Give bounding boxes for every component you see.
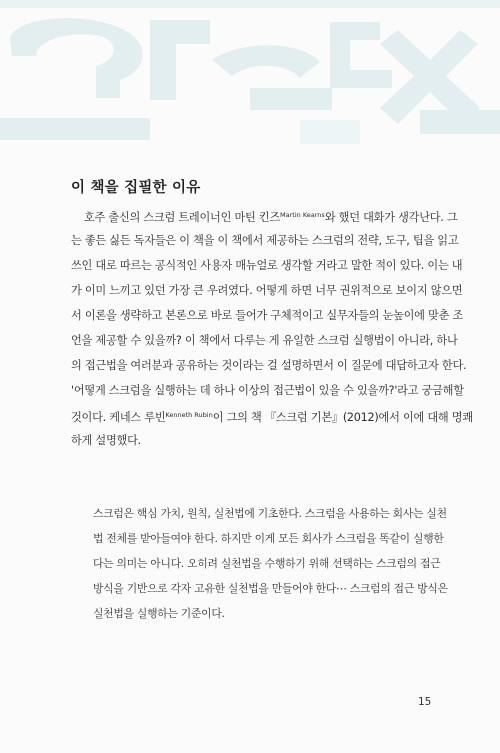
header-decoration xyxy=(0,0,500,150)
body-line xyxy=(71,203,458,228)
body-text-segment: 호주 출신의 스크럼 트레이너인 마틴 킨즈 xyxy=(84,211,281,224)
body-line: 는 좋든 싫든 독자들은 이 책을 이 책에서 제공하는 스크럼의 전략, 도구, 팁을 읽고 xyxy=(71,234,459,247)
original-name-note: Kenneth Rubin xyxy=(165,411,213,419)
quote-line: 법 전체를 받아들여야 한다. 하지만 이게 모든 회사가 스크럼을 똑같이 실행한 xyxy=(93,532,444,545)
body-line: '어떻게 스크럼을 실행하는 데 하나 이상의 접근법이 있을 수 있을까?'라고 궁금해할 xyxy=(71,384,464,397)
body-line: 언을 제공할 수 있을까? 이 책에서 다루는 게 유일한 스크럼 실행법이 아니라, 하나 xyxy=(71,334,458,347)
body-line xyxy=(71,403,473,428)
quote-line: 스크럼은 핵심 가치, 원칙, 실천법에 기초한다. 스크럼을 사용하는 회사는 실천 xyxy=(93,507,447,520)
body-line: 하게 설명했다. xyxy=(71,434,141,447)
body-line: 쓰인 대로 따르는 공식적인 사용자 매뉴얼로 생각할 거라고 말한 적이 있다. 이는 내 xyxy=(71,259,463,272)
quote-line: 방식을 기반으로 각자 고유한 실천법을 만들어야 한다⋯ 스크럼의 접근 방식은 xyxy=(93,582,448,595)
body-text-segment: 것이다. 케네스 루빈 xyxy=(71,411,166,424)
body-paragraph xyxy=(71,203,473,453)
quote-line: 실천법을 실행하는 기준이다. xyxy=(93,607,225,620)
body-text-segment: 와 했던 대화가 생각난다. 그 xyxy=(324,211,458,224)
body-line: 가 이미 느끼고 있던 가장 큰 우려였다. 어떻게 하면 너무 권위적으로 보이지 않으면 xyxy=(71,284,463,297)
block-quote xyxy=(93,501,448,626)
body-line: 의 접근법을 여러분과 공유하는 것이라는 걸 설명하면서 이 질문에 대답하고자 한다. xyxy=(71,359,467,372)
original-name-note: Martin Kearns xyxy=(280,211,325,219)
body-line: 서 이론을 생략하고 본론으로 바로 들어가 구체적이고 실무자들의 눈높이에 맞춘 조 xyxy=(71,309,464,322)
quote-line: 다는 의미는 아니다. 오히려 실천법을 수행하기 위해 선택하는 스크럼의 접근 xyxy=(93,557,441,570)
body-text-segment: 이 그의 책 『스크럼 기본』(2012)에서 이에 대해 명쾌 xyxy=(212,411,473,424)
section-heading: 이 책을 집필한 이유 xyxy=(71,180,201,196)
page-number: 15 xyxy=(418,696,432,708)
